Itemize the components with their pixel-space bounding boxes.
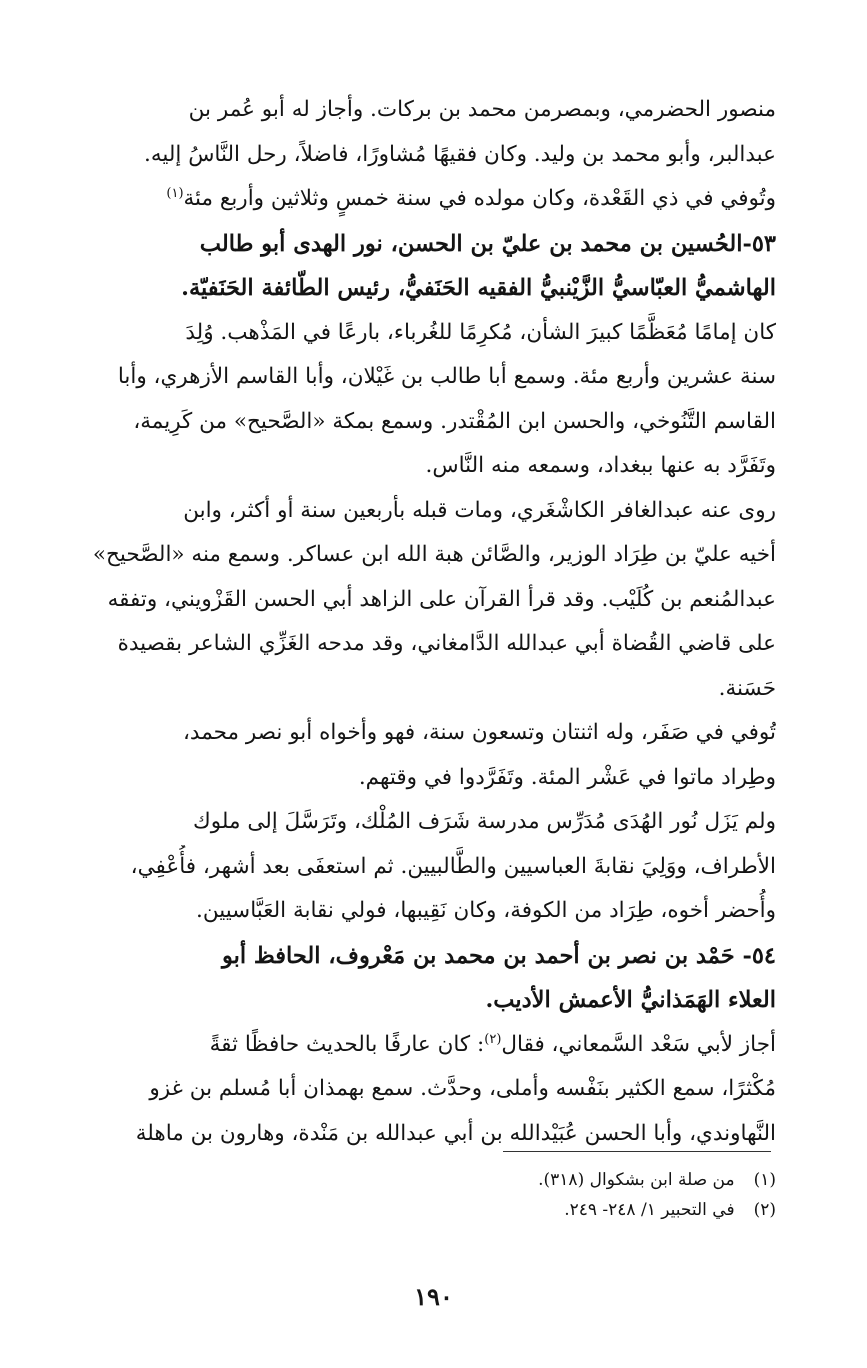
text-line: [36, 88, 776, 133]
line-text: سنة عشرين وأربع مئة. وسمع أبا طالب بن غَيْلان، وأبا القاسم الأزهري، وأبا: [117, 364, 776, 389]
text-line: [36, 578, 776, 623]
line-text: وطِراد ماتوا في عَشْر المئة. وتَفَرَّدوا في وقتهم.: [358, 764, 776, 790]
line-text: عبدالبر، وأبو محمد بن وليد. وكان فقيهًا مُشاورًا، فاضلاً، رحل النَّاسُ إليه.: [143, 141, 776, 167]
text-line: [36, 311, 776, 356]
text-line: [36, 444, 776, 489]
text-line: [36, 756, 776, 801]
line-text: حَسَنة.: [718, 675, 776, 701]
text-line: [36, 1067, 776, 1112]
text-line: [36, 1112, 776, 1157]
line-text: روى عنه عبدالغافر الكاشْغَري، ومات قبله بأربعين سنة أو أكثر، وابن: [183, 497, 776, 523]
entry-heading-line: [36, 266, 776, 311]
line-text: النَّهاوندي، وأبا الحسن عُبَيْدالله بن أبي عبدالله بن مَنْدة، وهارون بن ماهلة: [135, 1120, 776, 1146]
line-text: أخيه عليّ بن طِرَاد الوزير، والصَّائن هبة الله ابن عساكر. وسمع منه «الصَّحيح»: [92, 542, 776, 567]
footnote-reference: (١): [166, 185, 184, 201]
line-text: وتُوفي في ذي القَعْدة، وكان مولده في سنة خمسٍ وثلاثين وأربع مئة: [183, 186, 776, 211]
text-line: [36, 533, 776, 578]
text-line: [36, 800, 776, 845]
text-line: [36, 489, 776, 534]
text-line: [36, 622, 776, 667]
footnote-divider: [503, 1151, 771, 1152]
line-text-continued: : كان عارفًا بالحديث حافظًا ثقةً: [209, 1031, 485, 1057]
text-line: [36, 1023, 776, 1068]
text-line: [36, 400, 776, 445]
footnote-text: في التحبير ١/ ٢٤٨- ٢٤٩.: [564, 1200, 735, 1220]
entry-heading-line: [36, 934, 776, 979]
line-text: الهاشميُّ العبّاسيُّ الزَّيْنبيُّ الفقيه الحَنَفيُّ، رئيس الطّائفة الحَنَفيّة.: [181, 275, 776, 301]
text-line: [36, 667, 776, 712]
footnote-reference: (٢): [484, 1031, 502, 1047]
footnote-2: [280, 1195, 776, 1225]
line-text: عبدالمُنعم بن كُلَيْب. وقد قرأ القرآن على الزاهد أبي الحسن القَزْويني، وتفقه: [107, 586, 776, 612]
line-text: وأُحضر أخوه، طِرَاد من الكوفة، وكان نَقِيبها، فولي نقابة العَبَّاسيين.: [196, 898, 776, 923]
text-line: [36, 889, 776, 934]
line-text: العلاء الهَمَذانيُّ الأعمش الأديب.: [485, 987, 776, 1013]
line-text: مُكْثرًا، سمع الكثير بنَفْسه وأملى، وحدَّث. سمع بهمذان أبا مُسلم بن غزو: [149, 1076, 776, 1101]
entry-heading-line: [36, 222, 776, 267]
line-text: القاسم التَّنُوخي، والحسن ابن المُقْتدر. وسمع بمكة «الصَّحيح» من كَرِيمة،: [133, 408, 776, 434]
line-text: وتَفَرَّد به عنها ببغداد، وسمعه منه النَّاس.: [425, 453, 776, 478]
line-text: أجاز لأبي سَعْد السَّمعاني، فقال: [501, 1031, 776, 1057]
line-text: تُوفي في صَفَر، وله اثنتان وتسعون سنة، فهو وأخواه أبو نصر محمد،: [182, 720, 776, 745]
text-line: [36, 845, 776, 890]
footnotes: [280, 1165, 776, 1225]
footnote-number: (٢): [753, 1200, 776, 1220]
page-number: ١٩٠: [414, 1282, 453, 1311]
text-line: [36, 177, 776, 222]
text-line: [36, 711, 776, 756]
text-line: [36, 133, 776, 178]
line-text: الأطراف، ووَلِيَ نقابةَ العباسيين والطَّالبيين. ثم استعفَى بعد أشهر، فأُعْفِي،: [130, 853, 776, 879]
line-text: على قاضي القُضاة أبي عبدالله الدَّامغاني، وقد مدحه الغَزِّي الشاعر بقصيدة: [117, 631, 776, 656]
footnote-number: (١): [753, 1170, 776, 1190]
line-text: ٥٣-الحُسين بن محمد بن عليّ بن الحسن، نور الهدى أبو طالب: [199, 230, 776, 257]
footnote-1: [280, 1165, 776, 1195]
entry-heading-line: [36, 978, 776, 1023]
text-line: [36, 355, 776, 400]
line-text: ولم يَزَل نُور الهُدَى مُدَرِّس مدرسة شَرَف المُلْك، وتَرَسَّلَ إلى ملوك: [193, 809, 776, 834]
line-text: كان إمامًا مُعَظَّمًا كبيرَ الشأن، مُكرِمًا للغُرباء، بارعًا في المَذْهب. وُلِدَ: [185, 319, 776, 345]
footnote-text: من صلة ابن بشكوال (٣١٨).: [538, 1170, 735, 1190]
line-text: منصور الحضرمي، وبمصرمن محمد بن بركات. وأجاز له أبو عُمر بن: [188, 97, 776, 122]
line-text: ٥٤- حَمْد بن نصر بن أحمد بن محمد بن مَعْروف، الحافظ أبو: [221, 942, 776, 969]
main-text: [36, 88, 776, 1156]
